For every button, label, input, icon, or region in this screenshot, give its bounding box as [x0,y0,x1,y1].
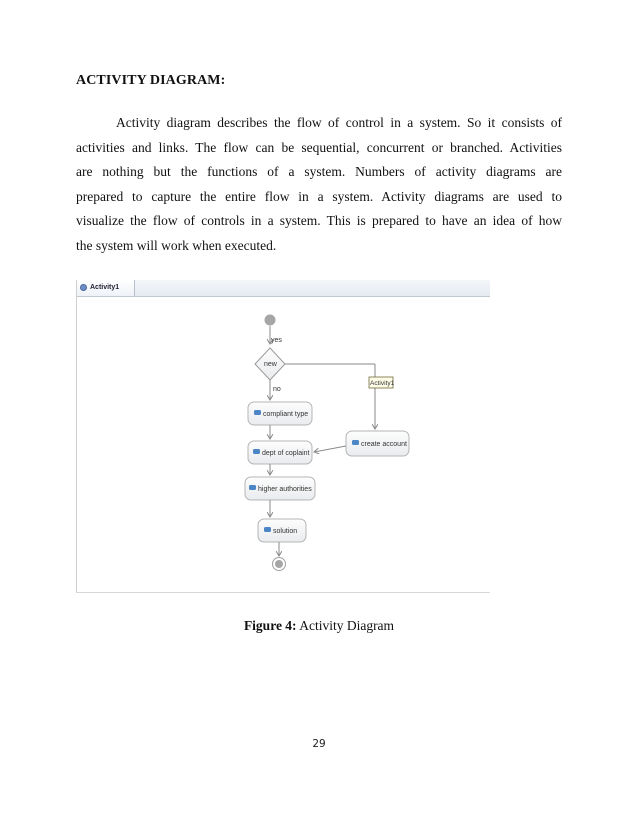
action-icon [264,527,271,532]
paragraph-line: activities and links. The flow can be sequential, concurrent or branched. Activities [76,139,562,155]
paragraph-line: Activity diagram describes the flow of control in a system. So it consists of [116,115,562,130]
node-label-compliant-type: compliant type [263,411,309,418]
yes-label: yes [271,337,282,344]
action-icon [253,449,260,454]
paragraph-line: are nothing but the functions of a system. Numbers of activity diagrams are [76,164,562,180]
action-icon [254,410,261,415]
action-icon [352,440,359,445]
node-label-dept-of-coplaint: dept of coplaint [262,450,310,457]
initial-node [265,315,276,326]
action-icon [249,485,256,490]
paragraph-line: visualize the flow of controls in a system. This is prepared to have an idea of how [76,213,562,229]
caption-label: Figure 4: [243,618,297,633]
decision-label: new [264,361,277,368]
tab-label: Activity1 [90,284,120,291]
node-label-create-account: create account [361,441,407,448]
flow-arrow [314,446,346,452]
node-label-solution: solution [273,528,298,535]
body-paragraph [76,111,562,259]
activity-diagram-canvas [77,280,490,592]
node-label-higher-authorities: higher authorities [258,486,312,493]
caption-text: Activity Diagram [299,618,395,633]
section-heading: ACTIVITY DIAGRAM: [76,73,226,88]
note-label: Activity1 [370,380,395,387]
final-node-core [275,560,283,568]
page-number: 29 [312,738,326,750]
paragraph-line: the system will work when executed. [76,237,277,253]
paragraph-line: prepared to capture the entire flow in a system. Activity diagrams are used to [76,188,562,204]
no-label: no [273,386,281,393]
figure-caption [0,618,638,634]
activity-diagram-figure [76,280,490,593]
